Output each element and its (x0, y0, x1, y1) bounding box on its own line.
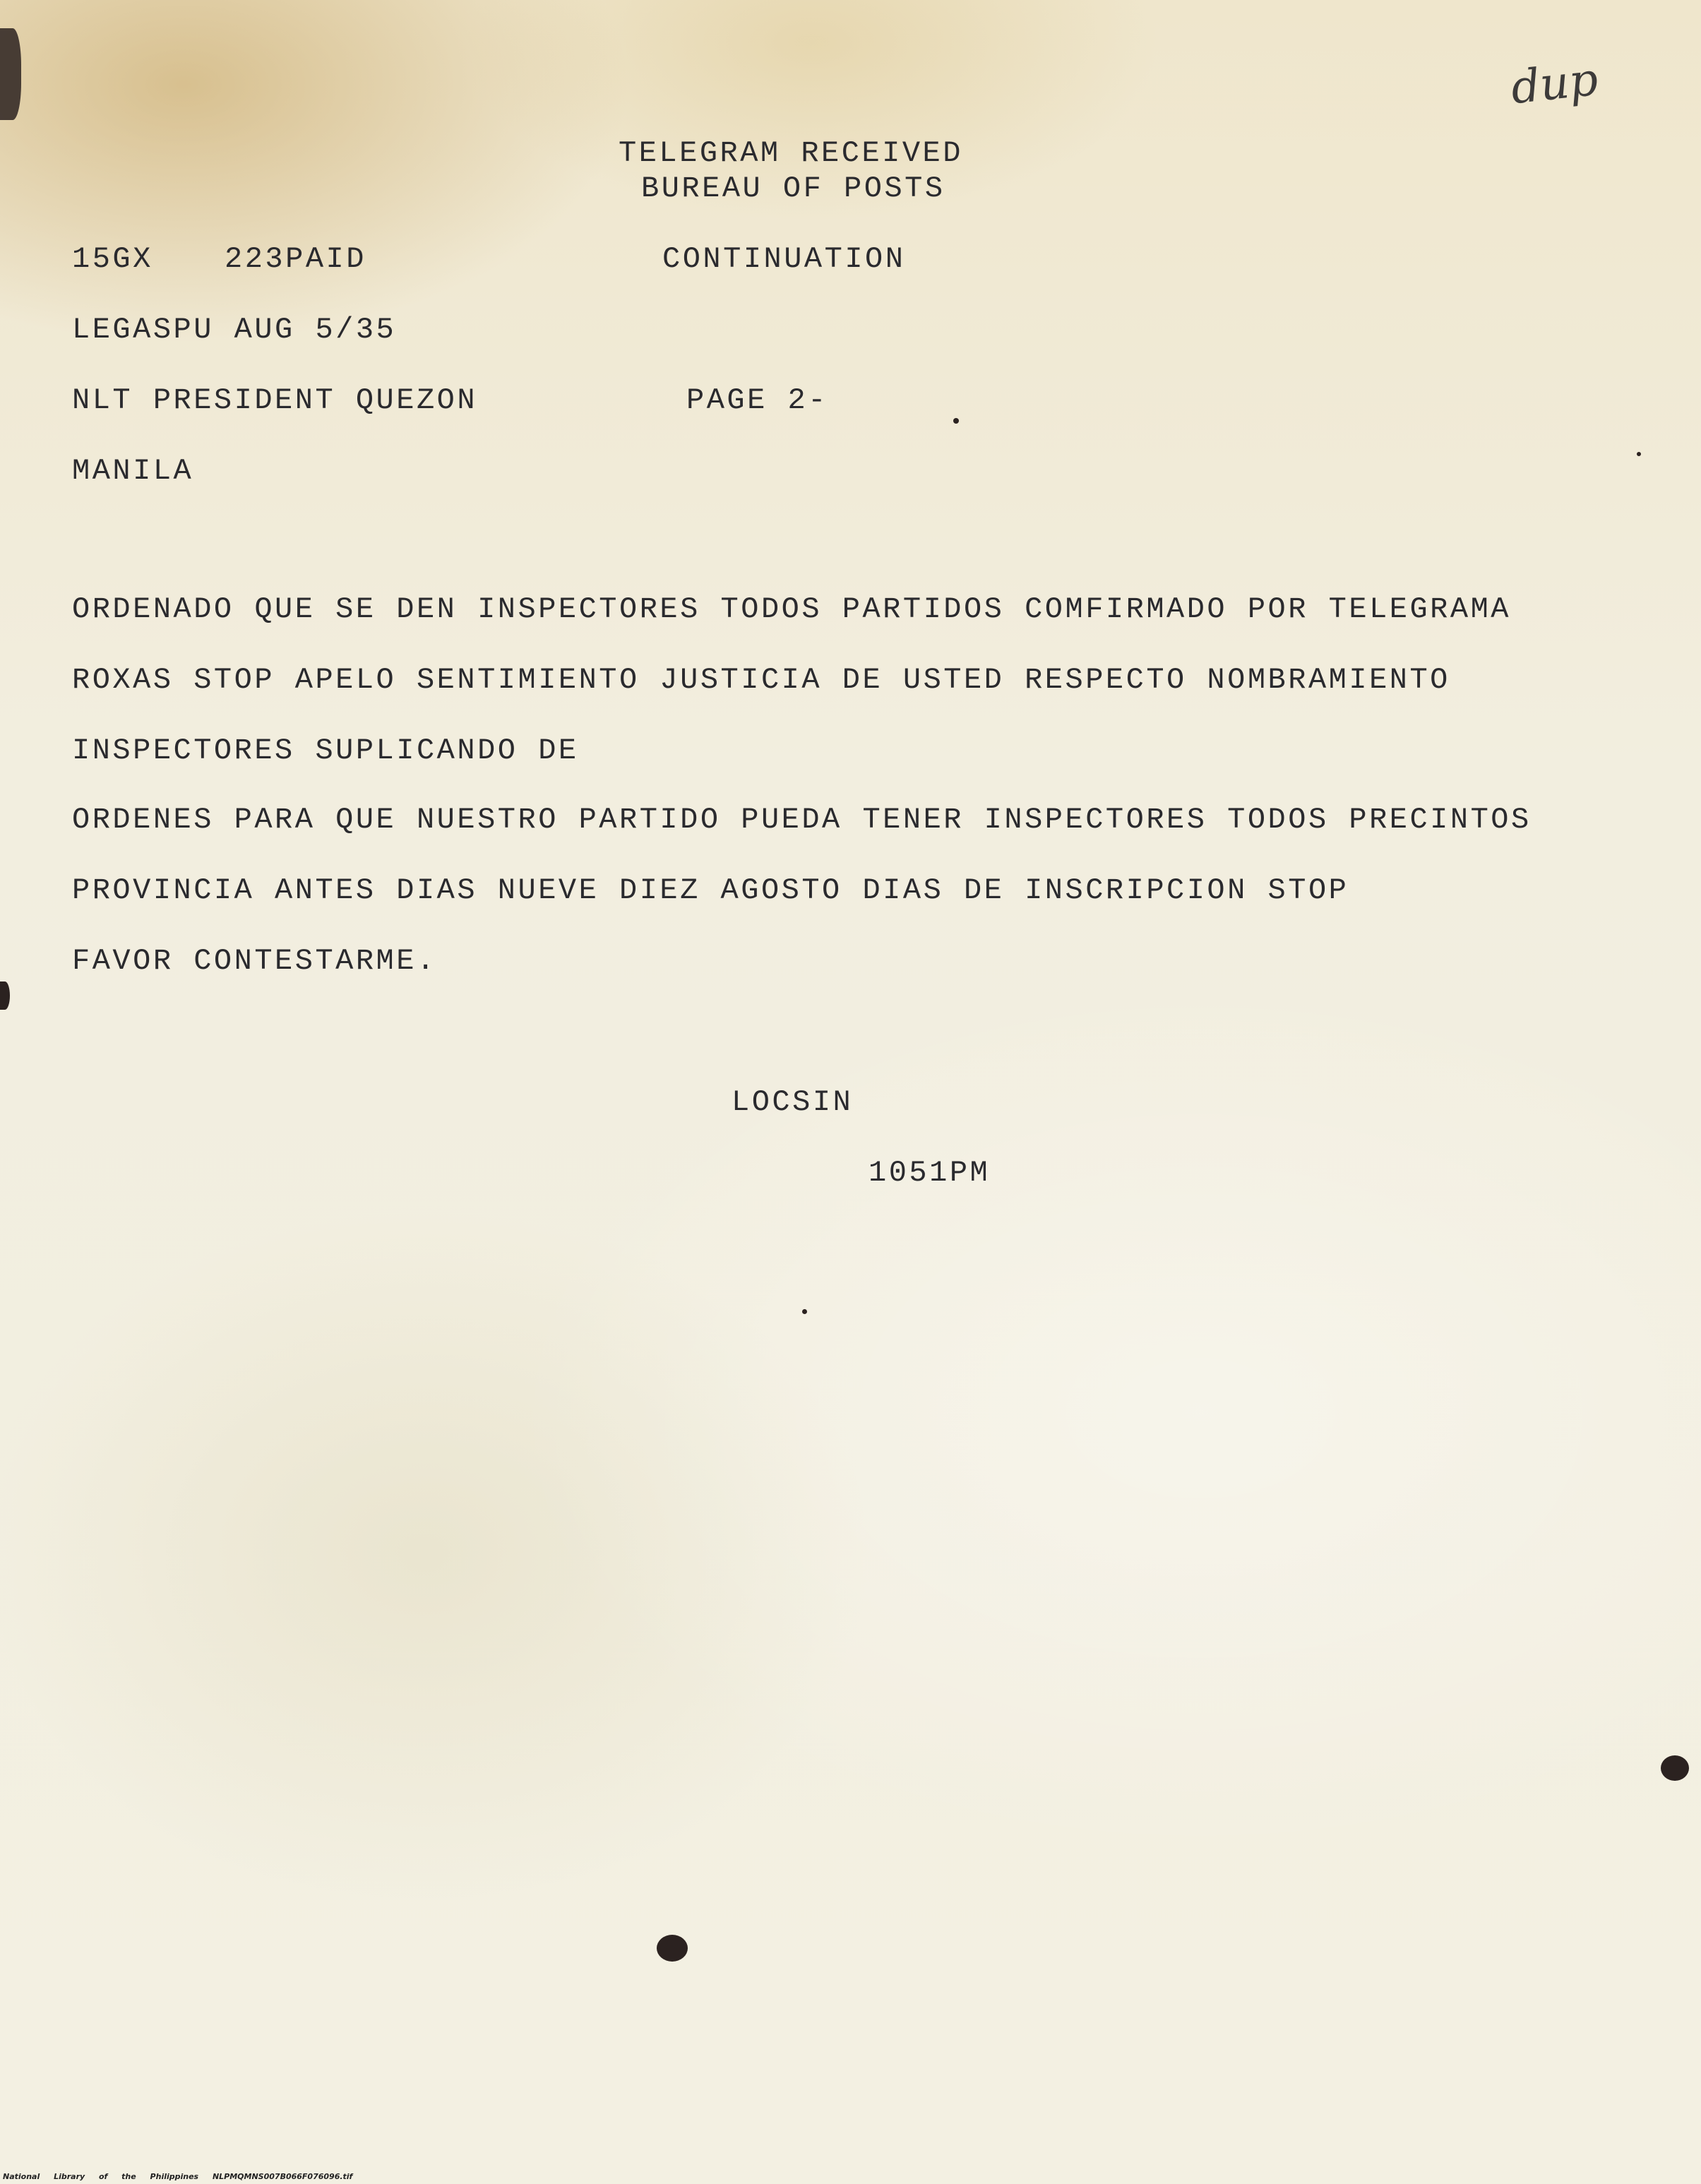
paper-hole-mark (657, 1935, 688, 1962)
header-subtitle: BUREAU OF POSTS (641, 172, 945, 205)
ink-speck (1637, 452, 1641, 456)
origin-date: LEGASPU AUG 5/35 (72, 313, 397, 347)
ink-speck (953, 418, 959, 424)
destination-city: MANILA (72, 454, 194, 488)
header-title: TELEGRAM RECEIVED (619, 136, 963, 170)
footer-institution: National Library of the Philippines (3, 2172, 199, 2181)
body-line: PROVINCIA ANTES DIAS NUEVE DIEZ AGOSTO DIAS DE INSCRIPCION STOP (72, 873, 1349, 907)
body-line: INSPECTORES SUPLICANDO DE (72, 734, 579, 768)
message-code: 15GX (72, 242, 153, 276)
addressee: NLT PRESIDENT QUEZON (72, 383, 478, 417)
body-line: ORDENES PARA QUE NUESTRO PARTIDO PUEDA TENER INSPECTORES TODOS PRECINTOS (72, 803, 1532, 837)
paid-status: 223PAID (225, 242, 366, 276)
archive-footer (3, 2172, 352, 2181)
footer-filename: NLPMQMNS007B066F076096.tif (212, 2172, 353, 2181)
paper-hole-mark (0, 981, 10, 1010)
paper-hole-mark (0, 28, 21, 120)
body-line: ROXAS STOP APELO SENTIMIENTO JUSTICIA DE USTED RESPECTO NOMBRAMIENTO (72, 663, 1450, 697)
signature: LOCSIN (732, 1085, 854, 1119)
body-line: FAVOR CONTESTARME. (72, 944, 437, 978)
page-number: PAGE 2- (686, 383, 828, 417)
continuation-label: CONTINUATION (662, 242, 906, 276)
paper-hole-mark (1661, 1755, 1689, 1781)
handwritten-annotation: dup (1508, 53, 1601, 115)
body-line: ORDENADO QUE SE DEN INSPECTORES TODOS PARTIDOS COMFIRMADO POR TELEGRAMA (72, 592, 1511, 626)
time-stamp: 1051PM (869, 1156, 991, 1190)
ink-speck (802, 1309, 807, 1314)
